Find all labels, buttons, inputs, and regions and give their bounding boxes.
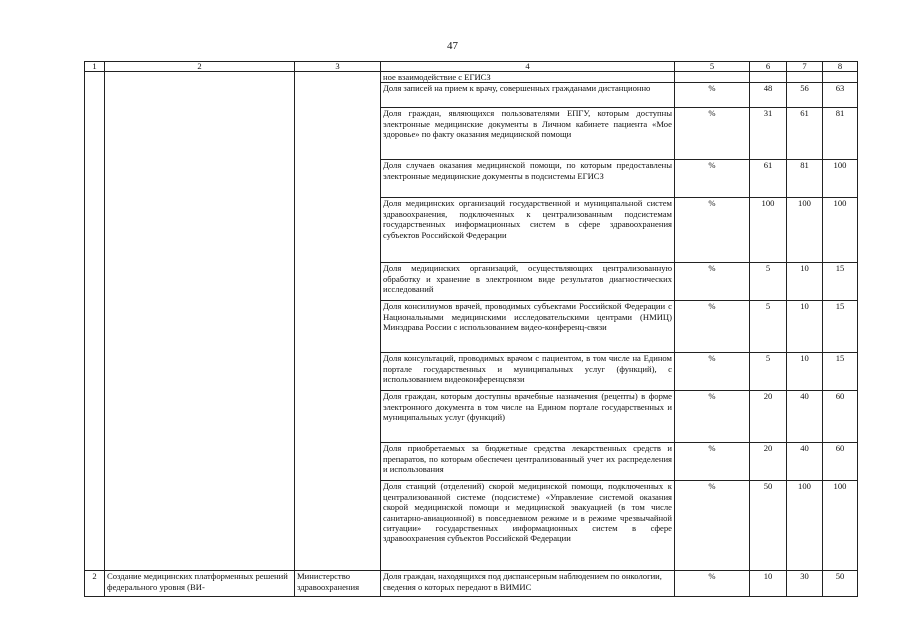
- indicator-cell: Доля граждан, находящихся под диспансерным наблюдением по онкологии, сведения о которых передают в ВИМИС: [381, 571, 675, 597]
- value-cell: 100: [823, 160, 858, 198]
- value-cell: 100: [750, 198, 787, 263]
- indicators-table: [84, 61, 858, 597]
- executor-cell: Министерство здравоохранения: [295, 571, 381, 597]
- value-cell: [750, 72, 787, 83]
- indicator-cell: Доля граждан, являющихся пользователями ЕПГУ, которым доступны электронные медицинские документы в Личном кабинете пациента «Мое здоровье» по факту оказания медицинской помощи: [381, 108, 675, 160]
- value-cell: 10: [787, 353, 823, 391]
- header-cell: 5: [675, 62, 750, 72]
- value-cell: 48: [750, 83, 787, 108]
- value-cell: 100: [823, 198, 858, 263]
- unit-cell: %: [675, 443, 750, 481]
- indicator-cell: Доля медицинских организаций государственной и муниципальной систем здравоохранения, подключенных к централизованным подсистемам государственных информационных систем в сфере здравоохранения субъектов Российской Федерации: [381, 198, 675, 263]
- table-row: [85, 72, 858, 83]
- value-cell: 81: [787, 160, 823, 198]
- indicator-cell: Доля медицинских организаций, осуществляющих централизованную обработку и хранение в электронном виде результатов диагностических исследований: [381, 263, 675, 301]
- value-cell: 15: [823, 353, 858, 391]
- indicator-cell: Доля записей на прием к врачу, совершенных гражданами дистанционно: [381, 83, 675, 108]
- indicator-cell: Доля консультаций, проводимых врачом с пациентом, в том числе на Едином портале государственных и муниципальных услуг (функций), с использованием видеоконференцсвязи: [381, 353, 675, 391]
- merged-executor-cell: [295, 72, 381, 571]
- value-cell: 50: [750, 481, 787, 571]
- value-cell: 30: [787, 571, 823, 597]
- unit-cell: %: [675, 198, 750, 263]
- value-cell: 40: [787, 443, 823, 481]
- indicator-cell: ное взаимодействие с ЕГИСЗ: [381, 72, 675, 83]
- value-cell: 5: [750, 301, 787, 353]
- unit-cell: %: [675, 301, 750, 353]
- row-number-cell: 2: [85, 571, 105, 597]
- value-cell: 10: [750, 571, 787, 597]
- unit-cell: %: [675, 571, 750, 597]
- header-cell: 6: [750, 62, 787, 72]
- header-row: [85, 62, 858, 72]
- unit-cell: %: [675, 108, 750, 160]
- unit-cell: %: [675, 481, 750, 571]
- indicator-cell: Доля приобретаемых за бюджетные средства лекарственных средств и препаратов, по которым обеспечен централизованный учет их распределения и использования: [381, 443, 675, 481]
- merged-measure-cell: [105, 72, 295, 571]
- value-cell: 100: [787, 481, 823, 571]
- header-cell: 2: [105, 62, 295, 72]
- indicator-cell: Доля станций (отделений) скорой медицинской помощи, подключенных к централизованной системе (подсистеме) «Управление системой оказания скорой медицинской помощи и медицинской эвакуацией (в том числе санитарно-авиационной) в повседневном режиме и в режиме чрезвычайной ситуации» государственных информационных систем в сфере здравоохранения субъектов Российской Федерации: [381, 481, 675, 571]
- indicator-cell: Доля консилиумов врачей, проводимых субъектами Российской Федерации с Национальными медицинскими исследовательскими центрами (НМИЦ) Минздрава России с использованием видео-конференц-связи: [381, 301, 675, 353]
- indicator-cell: Доля граждан, которым доступны врачебные назначения (рецепты) в форме электронного документа в том числе на Едином портале государственных и муниципальных услуг (функций): [381, 391, 675, 443]
- value-cell: 60: [823, 443, 858, 481]
- value-cell: 15: [823, 301, 858, 353]
- value-cell: 81: [823, 108, 858, 160]
- unit-cell: %: [675, 391, 750, 443]
- value-cell: 40: [787, 391, 823, 443]
- value-cell: 100: [787, 198, 823, 263]
- value-cell: 60: [823, 391, 858, 443]
- header-cell: 1: [85, 62, 105, 72]
- measure-cell: Создание медицинских платформенных решений федерального уровня (ВИ-: [105, 571, 295, 597]
- unit-cell: %: [675, 160, 750, 198]
- page-number: 47: [447, 40, 458, 52]
- value-cell: 63: [823, 83, 858, 108]
- unit-cell: %: [675, 263, 750, 301]
- value-cell: 50: [823, 571, 858, 597]
- value-cell: 100: [823, 481, 858, 571]
- value-cell: [787, 72, 823, 83]
- unit-cell: %: [675, 353, 750, 391]
- value-cell: 10: [787, 263, 823, 301]
- value-cell: 56: [787, 83, 823, 108]
- header-cell: 4: [381, 62, 675, 72]
- header-cell: 7: [787, 62, 823, 72]
- value-cell: 20: [750, 443, 787, 481]
- header-cell: 3: [295, 62, 381, 72]
- unit-cell: [675, 72, 750, 83]
- unit-cell: %: [675, 83, 750, 108]
- value-cell: 10: [787, 301, 823, 353]
- table-row: [85, 571, 858, 597]
- header-cell: 8: [823, 62, 858, 72]
- value-cell: 20: [750, 391, 787, 443]
- value-cell: 5: [750, 263, 787, 301]
- value-cell: 61: [787, 108, 823, 160]
- value-cell: 15: [823, 263, 858, 301]
- value-cell: 31: [750, 108, 787, 160]
- indicator-cell: Доля случаев оказания медицинской помощи, по которым предоставлены электронные медицинские документы в подсистемы ЕГИСЗ: [381, 160, 675, 198]
- value-cell: [823, 72, 858, 83]
- value-cell: 5: [750, 353, 787, 391]
- value-cell: 61: [750, 160, 787, 198]
- merged-num-cell: [85, 72, 105, 571]
